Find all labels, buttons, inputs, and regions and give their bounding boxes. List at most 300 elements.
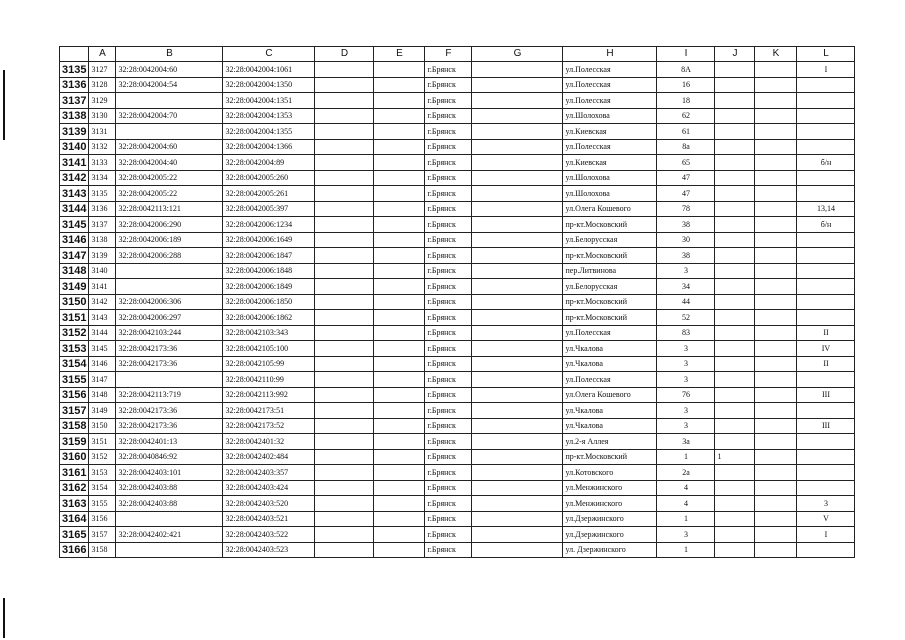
cell-a[interactable]: 3155: [89, 496, 116, 512]
cell-k[interactable]: [755, 372, 797, 388]
cell-h[interactable]: ул.Олега Кошевого: [563, 201, 657, 217]
cell-e[interactable]: [374, 341, 425, 357]
cell-a[interactable]: 3150: [89, 418, 116, 434]
cell-e[interactable]: [374, 186, 425, 202]
cell-g[interactable]: [472, 527, 563, 543]
cell-g[interactable]: [472, 62, 563, 78]
cell-c[interactable]: 32:28:0042173:52: [223, 418, 315, 434]
cell-c[interactable]: 32:28:0042113:992: [223, 387, 315, 403]
cell-d[interactable]: [315, 325, 374, 341]
cell-a[interactable]: 3157: [89, 527, 116, 543]
cell-i[interactable]: 3: [657, 418, 715, 434]
cell-h[interactable]: ул.Менжинского: [563, 496, 657, 512]
cell-h[interactable]: ул.Полесская: [563, 77, 657, 93]
cell-g[interactable]: [472, 449, 563, 465]
cell-f[interactable]: г.Брянск: [425, 403, 472, 419]
row-number[interactable]: 3154: [60, 356, 89, 372]
cell-l[interactable]: II: [797, 356, 855, 372]
cell-c[interactable]: 32:28:0042006:1849: [223, 279, 315, 295]
cell-d[interactable]: [315, 403, 374, 419]
cell-b[interactable]: 32:28:0042004:60: [116, 139, 223, 155]
cell-k[interactable]: [755, 108, 797, 124]
row-number[interactable]: 3155: [60, 372, 89, 388]
column-header-i[interactable]: I: [657, 47, 715, 62]
cell-g[interactable]: [472, 170, 563, 186]
cell-k[interactable]: [755, 341, 797, 357]
cell-b[interactable]: 32:28:0042006:306: [116, 294, 223, 310]
cell-h[interactable]: ул.Киевская: [563, 155, 657, 171]
cell-a[interactable]: 3143: [89, 310, 116, 326]
cell-l[interactable]: [797, 542, 855, 558]
cell-g[interactable]: [472, 139, 563, 155]
cell-j[interactable]: [715, 170, 755, 186]
cell-h[interactable]: ул.Белорусская: [563, 232, 657, 248]
cell-i[interactable]: 1: [657, 511, 715, 527]
cell-g[interactable]: [472, 372, 563, 388]
cell-k[interactable]: [755, 480, 797, 496]
cell-j[interactable]: [715, 232, 755, 248]
cell-k[interactable]: [755, 77, 797, 93]
cell-e[interactable]: [374, 387, 425, 403]
cell-h[interactable]: пр-кт.Московский: [563, 449, 657, 465]
cell-g[interactable]: [472, 325, 563, 341]
cell-d[interactable]: [315, 310, 374, 326]
cell-j[interactable]: [715, 93, 755, 109]
cell-d[interactable]: [315, 155, 374, 171]
cell-d[interactable]: [315, 217, 374, 233]
row-number[interactable]: 3143: [60, 186, 89, 202]
cell-l[interactable]: II: [797, 325, 855, 341]
row-number[interactable]: 3160: [60, 449, 89, 465]
cell-k[interactable]: [755, 403, 797, 419]
row-number[interactable]: 3146: [60, 232, 89, 248]
column-header-j[interactable]: J: [715, 47, 755, 62]
cell-l[interactable]: IV: [797, 341, 855, 357]
cell-h[interactable]: пр-кт.Московский: [563, 310, 657, 326]
cell-j[interactable]: [715, 217, 755, 233]
cell-f[interactable]: г.Брянск: [425, 310, 472, 326]
cell-l[interactable]: [797, 403, 855, 419]
cell-l[interactable]: 13,14: [797, 201, 855, 217]
cell-b[interactable]: 32:28:0042113:719: [116, 387, 223, 403]
cell-g[interactable]: [472, 263, 563, 279]
cell-i[interactable]: 3: [657, 403, 715, 419]
column-header-l[interactable]: L: [797, 47, 855, 62]
cell-e[interactable]: [374, 232, 425, 248]
row-number[interactable]: 3165: [60, 527, 89, 543]
cell-e[interactable]: [374, 434, 425, 450]
cell-l[interactable]: [797, 77, 855, 93]
cell-c[interactable]: 32:28:0042006:1848: [223, 263, 315, 279]
cell-h[interactable]: ул.Олега Кошевого: [563, 387, 657, 403]
cell-e[interactable]: [374, 248, 425, 264]
cell-e[interactable]: [374, 480, 425, 496]
cell-h[interactable]: ул.Котовского: [563, 465, 657, 481]
cell-e[interactable]: [374, 294, 425, 310]
cell-b[interactable]: 32:28:0042006:189: [116, 232, 223, 248]
cell-c[interactable]: 32:28:0042403:521: [223, 511, 315, 527]
cell-k[interactable]: [755, 527, 797, 543]
cell-j[interactable]: [715, 496, 755, 512]
cell-h[interactable]: ул.Дзержинского: [563, 511, 657, 527]
cell-h[interactable]: пр-кт.Московский: [563, 294, 657, 310]
cell-b[interactable]: 32:28:0042005:22: [116, 186, 223, 202]
cell-f[interactable]: г.Брянск: [425, 170, 472, 186]
cell-i[interactable]: 30: [657, 232, 715, 248]
cell-c[interactable]: 32:28:0042006:1850: [223, 294, 315, 310]
cell-a[interactable]: 3136: [89, 201, 116, 217]
column-header-c[interactable]: C: [223, 47, 315, 62]
cell-k[interactable]: [755, 62, 797, 78]
cell-f[interactable]: г.Брянск: [425, 465, 472, 481]
cell-c[interactable]: 32:28:0042006:1847: [223, 248, 315, 264]
cell-b[interactable]: 32:28:0042402:421: [116, 527, 223, 543]
cell-f[interactable]: г.Брянск: [425, 496, 472, 512]
cell-e[interactable]: [374, 325, 425, 341]
cell-b[interactable]: 32:28:0042401:13: [116, 434, 223, 450]
cell-h[interactable]: ул.Чкалова: [563, 356, 657, 372]
cell-e[interactable]: [374, 139, 425, 155]
cell-d[interactable]: [315, 186, 374, 202]
cell-e[interactable]: [374, 217, 425, 233]
cell-j[interactable]: [715, 155, 755, 171]
cell-k[interactable]: [755, 279, 797, 295]
cell-i[interactable]: 78: [657, 201, 715, 217]
header-corner[interactable]: [60, 47, 89, 62]
cell-i[interactable]: 38: [657, 217, 715, 233]
column-header-a[interactable]: A: [89, 47, 116, 62]
cell-d[interactable]: [315, 418, 374, 434]
cell-i[interactable]: 3: [657, 372, 715, 388]
cell-k[interactable]: [755, 155, 797, 171]
cell-a[interactable]: 3134: [89, 170, 116, 186]
cell-f[interactable]: г.Брянск: [425, 387, 472, 403]
cell-a[interactable]: 3128: [89, 77, 116, 93]
cell-l[interactable]: [797, 449, 855, 465]
cell-g[interactable]: [472, 155, 563, 171]
cell-k[interactable]: [755, 263, 797, 279]
cell-k[interactable]: [755, 170, 797, 186]
row-number[interactable]: 3148: [60, 263, 89, 279]
cell-k[interactable]: [755, 310, 797, 326]
cell-e[interactable]: [374, 310, 425, 326]
cell-h[interactable]: ул.Чкалова: [563, 418, 657, 434]
cell-f[interactable]: г.Брянск: [425, 77, 472, 93]
cell-d[interactable]: [315, 527, 374, 543]
cell-g[interactable]: [472, 403, 563, 419]
cell-c[interactable]: 32:28:0042105:100: [223, 341, 315, 357]
cell-f[interactable]: г.Брянск: [425, 356, 472, 372]
cell-d[interactable]: [315, 511, 374, 527]
cell-g[interactable]: [472, 542, 563, 558]
cell-l[interactable]: [797, 139, 855, 155]
cell-c[interactable]: 32:28:0042402:484: [223, 449, 315, 465]
cell-d[interactable]: [315, 139, 374, 155]
cell-e[interactable]: [374, 279, 425, 295]
cell-b[interactable]: [116, 511, 223, 527]
cell-c[interactable]: 32:28:0042103:343: [223, 325, 315, 341]
cell-b[interactable]: 32:28:0042006:297: [116, 310, 223, 326]
cell-l[interactable]: б/н: [797, 217, 855, 233]
cell-b[interactable]: 32:28:0042403:88: [116, 496, 223, 512]
cell-g[interactable]: [472, 341, 563, 357]
cell-l[interactable]: 3: [797, 496, 855, 512]
row-number[interactable]: 3140: [60, 139, 89, 155]
cell-d[interactable]: [315, 341, 374, 357]
cell-f[interactable]: г.Брянск: [425, 480, 472, 496]
column-header-h[interactable]: H: [563, 47, 657, 62]
row-number[interactable]: 3147: [60, 248, 89, 264]
row-number[interactable]: 3135: [60, 62, 89, 78]
cell-a[interactable]: 3144: [89, 325, 116, 341]
cell-i[interactable]: 47: [657, 170, 715, 186]
cell-e[interactable]: [374, 356, 425, 372]
cell-e[interactable]: [374, 93, 425, 109]
cell-a[interactable]: 3127: [89, 62, 116, 78]
row-number[interactable]: 3142: [60, 170, 89, 186]
cell-i[interactable]: 3: [657, 341, 715, 357]
cell-i[interactable]: 4: [657, 480, 715, 496]
cell-j[interactable]: [715, 372, 755, 388]
cell-b[interactable]: 32:28:0042004:54: [116, 77, 223, 93]
cell-k[interactable]: [755, 356, 797, 372]
cell-d[interactable]: [315, 496, 374, 512]
row-number[interactable]: 3136: [60, 77, 89, 93]
cell-a[interactable]: 3133: [89, 155, 116, 171]
cell-j[interactable]: [715, 480, 755, 496]
row-number[interactable]: 3137: [60, 93, 89, 109]
cell-f[interactable]: г.Брянск: [425, 511, 472, 527]
cell-c[interactable]: 32:28:0042004:1366: [223, 139, 315, 155]
cell-f[interactable]: г.Брянск: [425, 124, 472, 140]
cell-l[interactable]: [797, 434, 855, 450]
cell-a[interactable]: 3148: [89, 387, 116, 403]
cell-f[interactable]: г.Брянск: [425, 527, 472, 543]
cell-j[interactable]: [715, 403, 755, 419]
cell-c[interactable]: 32:28:0042004:1351: [223, 93, 315, 109]
cell-g[interactable]: [472, 465, 563, 481]
cell-a[interactable]: 3158: [89, 542, 116, 558]
cell-g[interactable]: [472, 387, 563, 403]
cell-j[interactable]: [715, 139, 755, 155]
cell-e[interactable]: [374, 170, 425, 186]
cell-g[interactable]: [472, 496, 563, 512]
cell-i[interactable]: 34: [657, 279, 715, 295]
cell-k[interactable]: [755, 387, 797, 403]
cell-d[interactable]: [315, 480, 374, 496]
cell-l[interactable]: [797, 263, 855, 279]
cell-f[interactable]: г.Брянск: [425, 294, 472, 310]
cell-c[interactable]: 32:28:0042110:99: [223, 372, 315, 388]
cell-k[interactable]: [755, 124, 797, 140]
cell-j[interactable]: [715, 542, 755, 558]
cell-k[interactable]: [755, 139, 797, 155]
cell-k[interactable]: [755, 465, 797, 481]
cell-l[interactable]: [797, 186, 855, 202]
cell-d[interactable]: [315, 387, 374, 403]
row-number[interactable]: 3149: [60, 279, 89, 295]
cell-b[interactable]: 32:28:0042004:40: [116, 155, 223, 171]
cell-l[interactable]: I: [797, 527, 855, 543]
cell-h[interactable]: ул.Менжинского: [563, 480, 657, 496]
cell-i[interactable]: 65: [657, 155, 715, 171]
cell-j[interactable]: [715, 341, 755, 357]
row-number[interactable]: 3157: [60, 403, 89, 419]
column-header-b[interactable]: B: [116, 47, 223, 62]
cell-d[interactable]: [315, 449, 374, 465]
cell-b[interactable]: [116, 124, 223, 140]
cell-a[interactable]: 3156: [89, 511, 116, 527]
row-number[interactable]: 3150: [60, 294, 89, 310]
cell-i[interactable]: 52: [657, 310, 715, 326]
cell-a[interactable]: 3129: [89, 93, 116, 109]
cell-h[interactable]: пр-кт.Московский: [563, 248, 657, 264]
cell-g[interactable]: [472, 511, 563, 527]
cell-f[interactable]: г.Брянск: [425, 186, 472, 202]
cell-d[interactable]: [315, 232, 374, 248]
cell-c[interactable]: 32:28:0042006:1234: [223, 217, 315, 233]
column-header-e[interactable]: E: [374, 47, 425, 62]
cell-j[interactable]: [715, 434, 755, 450]
column-header-k[interactable]: K: [755, 47, 797, 62]
cell-g[interactable]: [472, 279, 563, 295]
cell-f[interactable]: г.Брянск: [425, 139, 472, 155]
cell-f[interactable]: г.Брянск: [425, 341, 472, 357]
row-number[interactable]: 3162: [60, 480, 89, 496]
row-number[interactable]: 3151: [60, 310, 89, 326]
cell-g[interactable]: [472, 217, 563, 233]
cell-b[interactable]: 32:28:0042173:36: [116, 341, 223, 357]
cell-i[interactable]: 1: [657, 449, 715, 465]
cell-j[interactable]: [715, 108, 755, 124]
cell-h[interactable]: пр-кт.Московский: [563, 217, 657, 233]
cell-d[interactable]: [315, 248, 374, 264]
cell-e[interactable]: [374, 263, 425, 279]
cell-h[interactable]: ул.Полесская: [563, 62, 657, 78]
cell-k[interactable]: [755, 449, 797, 465]
cell-e[interactable]: [374, 542, 425, 558]
row-number[interactable]: 3163: [60, 496, 89, 512]
cell-g[interactable]: [472, 232, 563, 248]
cell-l[interactable]: [797, 108, 855, 124]
cell-i[interactable]: 61: [657, 124, 715, 140]
cell-c[interactable]: 32:28:0042004:1350: [223, 77, 315, 93]
cell-i[interactable]: 3: [657, 263, 715, 279]
cell-a[interactable]: 3142: [89, 294, 116, 310]
cell-i[interactable]: 16: [657, 77, 715, 93]
cell-e[interactable]: [374, 77, 425, 93]
cell-h[interactable]: ул.Киевская: [563, 124, 657, 140]
cell-d[interactable]: [315, 434, 374, 450]
cell-h[interactable]: ул.Полесская: [563, 139, 657, 155]
cell-l[interactable]: [797, 93, 855, 109]
cell-j[interactable]: [715, 418, 755, 434]
cell-a[interactable]: 3146: [89, 356, 116, 372]
cell-d[interactable]: [315, 356, 374, 372]
cell-i[interactable]: 3: [657, 356, 715, 372]
cell-e[interactable]: [374, 449, 425, 465]
cell-h[interactable]: ул.Шолохова: [563, 108, 657, 124]
cell-d[interactable]: [315, 170, 374, 186]
cell-d[interactable]: [315, 93, 374, 109]
cell-e[interactable]: [374, 201, 425, 217]
cell-d[interactable]: [315, 124, 374, 140]
cell-f[interactable]: г.Брянск: [425, 232, 472, 248]
cell-g[interactable]: [472, 434, 563, 450]
cell-k[interactable]: [755, 93, 797, 109]
cell-h[interactable]: ул.Дзержинского: [563, 527, 657, 543]
cell-a[interactable]: 3153: [89, 465, 116, 481]
cell-d[interactable]: [315, 279, 374, 295]
cell-i[interactable]: 8а: [657, 139, 715, 155]
cell-i[interactable]: 8А: [657, 62, 715, 78]
cell-l[interactable]: б/н: [797, 155, 855, 171]
cell-e[interactable]: [374, 527, 425, 543]
cell-f[interactable]: г.Брянск: [425, 93, 472, 109]
cell-a[interactable]: 3132: [89, 139, 116, 155]
cell-e[interactable]: [374, 372, 425, 388]
cell-j[interactable]: [715, 279, 755, 295]
cell-l[interactable]: [797, 248, 855, 264]
cell-b[interactable]: 32:28:0042006:290: [116, 217, 223, 233]
cell-a[interactable]: 3139: [89, 248, 116, 264]
cell-h[interactable]: ул.2-я Аллея: [563, 434, 657, 450]
cell-c[interactable]: 32:28:0042004:1353: [223, 108, 315, 124]
cell-e[interactable]: [374, 124, 425, 140]
cell-i[interactable]: 76: [657, 387, 715, 403]
cell-c[interactable]: 32:28:0042005:397: [223, 201, 315, 217]
cell-g[interactable]: [472, 108, 563, 124]
cell-a[interactable]: 3149: [89, 403, 116, 419]
row-number[interactable]: 3141: [60, 155, 89, 171]
cell-k[interactable]: [755, 496, 797, 512]
cell-l[interactable]: [797, 480, 855, 496]
cell-l[interactable]: [797, 279, 855, 295]
cell-j[interactable]: [715, 77, 755, 93]
cell-c[interactable]: 32:28:0042403:523: [223, 542, 315, 558]
cell-i[interactable]: 83: [657, 325, 715, 341]
cell-a[interactable]: 3141: [89, 279, 116, 295]
cell-b[interactable]: 32:28:0042173:36: [116, 403, 223, 419]
cell-g[interactable]: [472, 356, 563, 372]
cell-k[interactable]: [755, 542, 797, 558]
cell-f[interactable]: г.Брянск: [425, 201, 472, 217]
column-header-d[interactable]: D: [315, 47, 374, 62]
cell-a[interactable]: 3131: [89, 124, 116, 140]
row-number[interactable]: 3145: [60, 217, 89, 233]
cell-g[interactable]: [472, 248, 563, 264]
cell-a[interactable]: 3140: [89, 263, 116, 279]
cell-h[interactable]: ул.Чкалова: [563, 341, 657, 357]
cell-f[interactable]: г.Брянск: [425, 248, 472, 264]
cell-h[interactable]: ул.Белорусская: [563, 279, 657, 295]
cell-k[interactable]: [755, 186, 797, 202]
cell-c[interactable]: 32:28:0042173:51: [223, 403, 315, 419]
cell-f[interactable]: г.Брянск: [425, 217, 472, 233]
cell-h[interactable]: ул.Полесская: [563, 325, 657, 341]
cell-d[interactable]: [315, 201, 374, 217]
cell-i[interactable]: 2а: [657, 465, 715, 481]
cell-k[interactable]: [755, 201, 797, 217]
row-number[interactable]: 3153: [60, 341, 89, 357]
cell-g[interactable]: [472, 480, 563, 496]
cell-b[interactable]: 32:28:0042403:88: [116, 480, 223, 496]
cell-f[interactable]: г.Брянск: [425, 434, 472, 450]
cell-i[interactable]: 38: [657, 248, 715, 264]
cell-k[interactable]: [755, 418, 797, 434]
cell-b[interactable]: 32:28:0040846:92: [116, 449, 223, 465]
cell-a[interactable]: 3130: [89, 108, 116, 124]
